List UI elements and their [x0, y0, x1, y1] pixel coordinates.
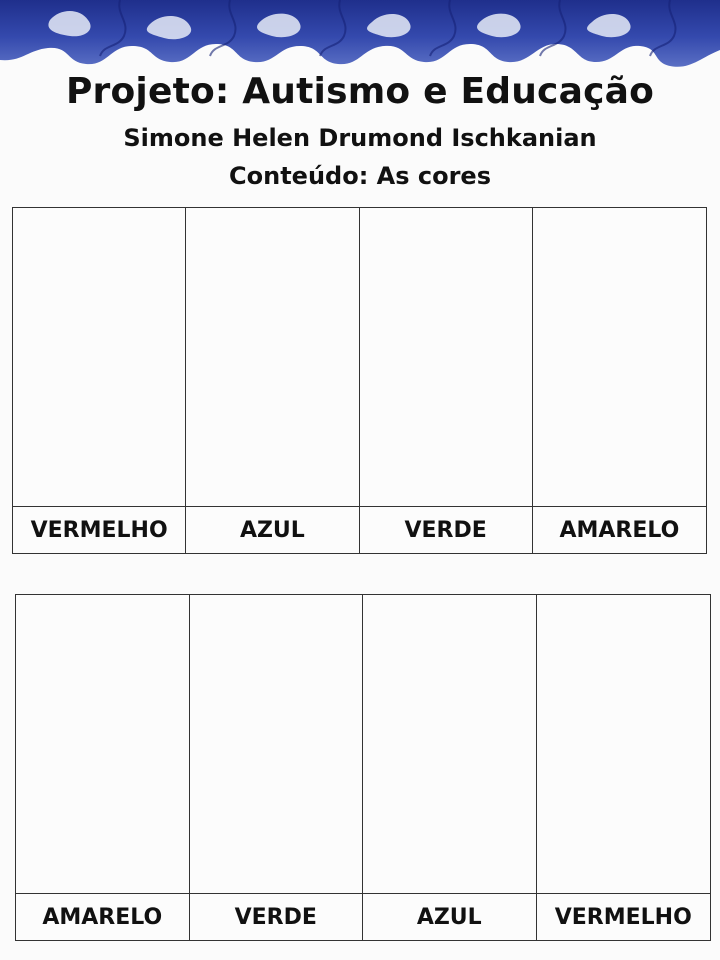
- page-title: Projeto: Autismo e Educação: [65, 71, 655, 112]
- color-label: VERMELHO: [537, 894, 711, 940]
- color-label: AZUL: [363, 894, 537, 940]
- color-label: AMARELO: [533, 507, 706, 553]
- drawing-box: [186, 208, 359, 507]
- bottom-color-table: [15, 594, 711, 941]
- color-label: AZUL: [186, 507, 359, 553]
- author-name: Simone Helen Drumond Ischkanian: [123, 124, 597, 152]
- top-color-table: [12, 207, 707, 554]
- drawing-box: [533, 208, 706, 507]
- color-label: VERDE: [360, 507, 533, 553]
- drawing-box: [363, 595, 537, 894]
- worksheet-header: [0, 66, 720, 194]
- drawing-box: [537, 595, 711, 894]
- color-label: VERMELHO: [13, 507, 186, 553]
- content-subtitle: Conteúdo: As cores: [229, 162, 491, 190]
- drawing-box: [13, 208, 186, 507]
- drawing-box: [190, 595, 364, 894]
- color-label: AMARELO: [16, 894, 190, 940]
- color-label: VERDE: [190, 894, 364, 940]
- drawing-box: [16, 595, 190, 894]
- drawing-box: [360, 208, 533, 507]
